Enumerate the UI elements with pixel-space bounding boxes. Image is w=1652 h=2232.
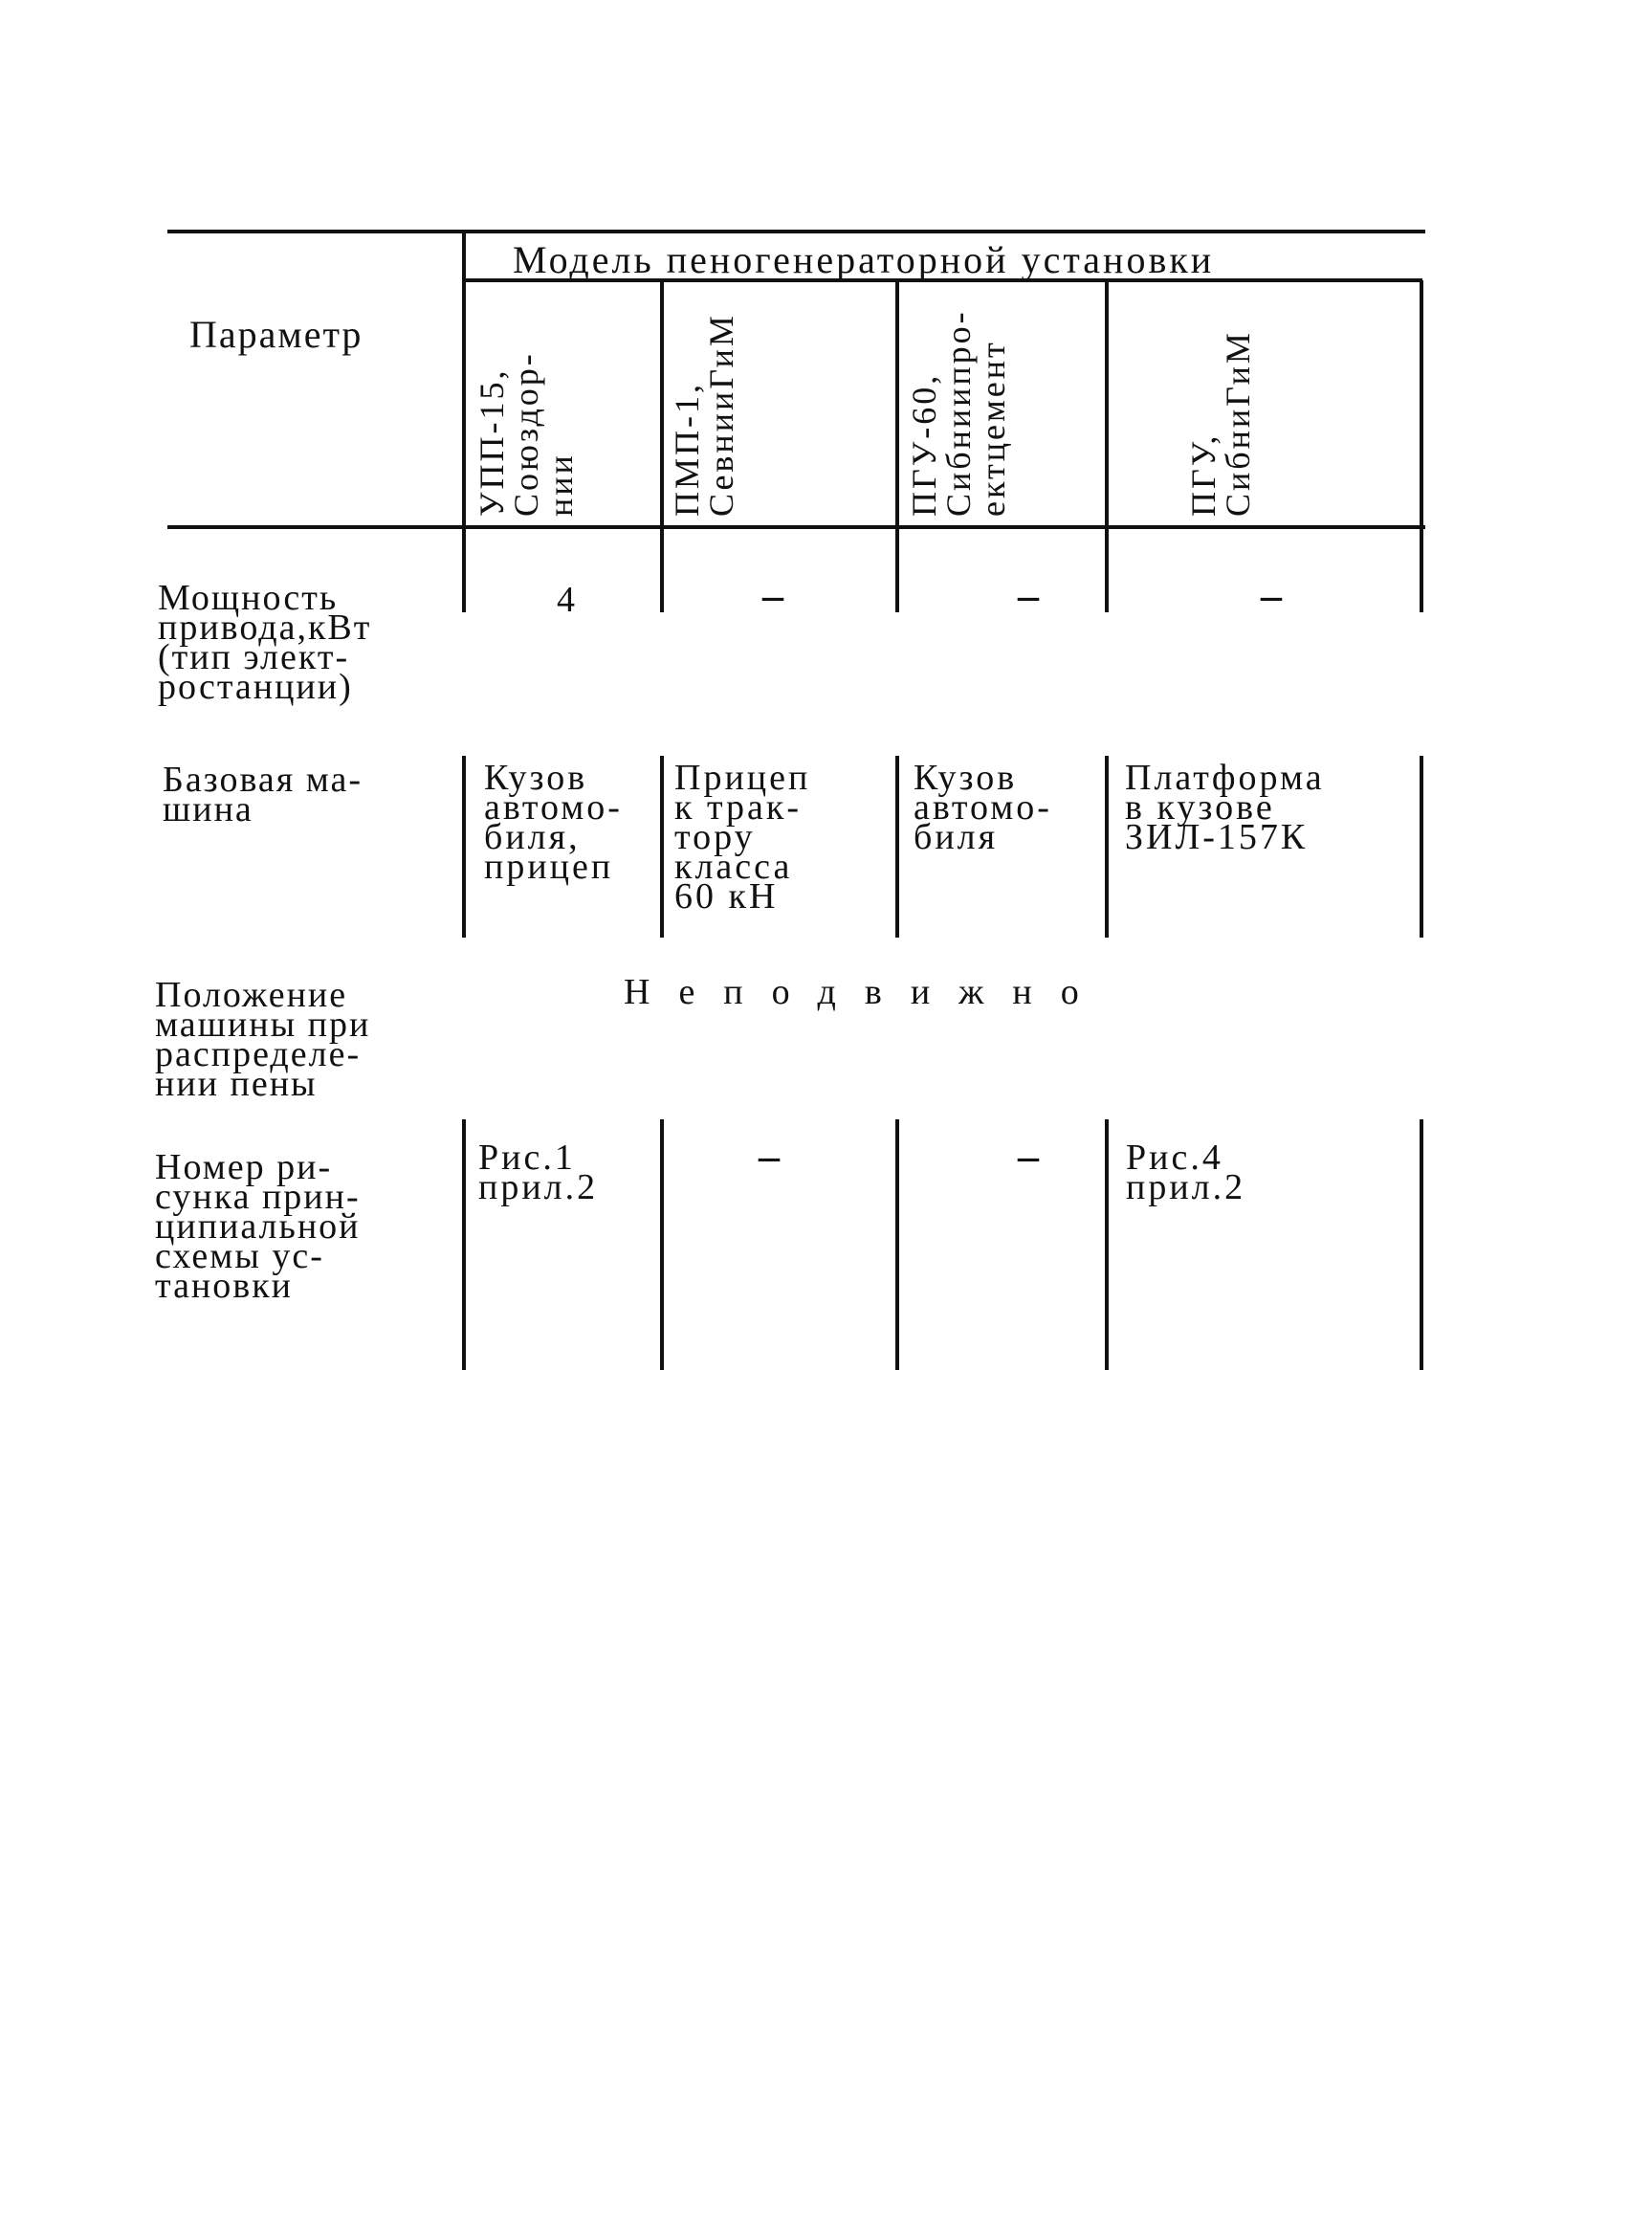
column-divider-1 xyxy=(660,280,664,612)
cell-figure-upp15: Рис.1 прил.2 xyxy=(478,1138,599,1207)
column-divider-left xyxy=(462,1119,466,1370)
column-divider-left xyxy=(462,756,466,938)
table-top-rule xyxy=(167,230,1425,233)
model-name-pgu60: ПГУ-60, Сибниипро- ектцемент xyxy=(905,309,1012,517)
column-divider-right xyxy=(1420,1119,1423,1370)
header-model-group: Модель пеногенераторной установки xyxy=(513,238,1215,281)
header-parameter: Параметр xyxy=(189,313,363,356)
cell-base-pgu: Платформа в кузове ЗИЛ-157К xyxy=(1125,758,1325,857)
column-divider-2 xyxy=(895,756,899,938)
column-divider-3 xyxy=(1105,280,1109,612)
column-divider-left xyxy=(462,232,466,612)
column-divider-right xyxy=(1420,756,1423,938)
cell-power-pgu60: – xyxy=(1018,572,1042,619)
row-param-power: Мощность привода,кВт (тип элект- ростанции) xyxy=(158,578,372,707)
row-param-figure-number: Номер ри- сунка прин- ципиальной схемы ус- тановки xyxy=(155,1147,361,1306)
cell-power-upp15: 4 xyxy=(557,580,578,620)
column-divider-1 xyxy=(660,1119,664,1370)
model-name-pgu: ПГУ, СибниГиМ xyxy=(1184,330,1257,517)
header-bottom-rule xyxy=(167,525,1425,529)
cell-position-merged: Неподвижно xyxy=(624,972,1108,1012)
row-param-base-machine: Базовая ма- шина xyxy=(163,760,363,829)
cell-base-pgu60: Кузов автомо- биля xyxy=(914,758,1052,857)
column-divider-2 xyxy=(895,280,899,612)
cell-base-upp15: Кузов автомо- биля, прицеп xyxy=(484,758,623,887)
cell-figure-pgu60: – xyxy=(1018,1133,1042,1180)
column-divider-3 xyxy=(1105,1119,1109,1370)
cell-power-pgu: – xyxy=(1261,572,1285,619)
row-param-position: Положение машины при распределе- нии пены xyxy=(155,975,371,1104)
cell-figure-pgu: Рис.4 прил.2 xyxy=(1126,1138,1246,1207)
cell-figure-pmp1: – xyxy=(759,1133,782,1180)
model-name-pmp1: ПМП-1, СевнииГиМ xyxy=(668,313,740,517)
column-divider-3 xyxy=(1105,756,1109,938)
column-divider-right xyxy=(1420,280,1423,612)
model-name-upp15: УПП-15, Союздор- нии xyxy=(473,351,580,517)
cell-base-pmp1: Прицеп к трак- тору класса 60 кН xyxy=(674,758,811,917)
column-divider-1 xyxy=(660,756,664,938)
column-divider-2 xyxy=(895,1119,899,1370)
cell-power-pmp1: – xyxy=(762,572,786,619)
